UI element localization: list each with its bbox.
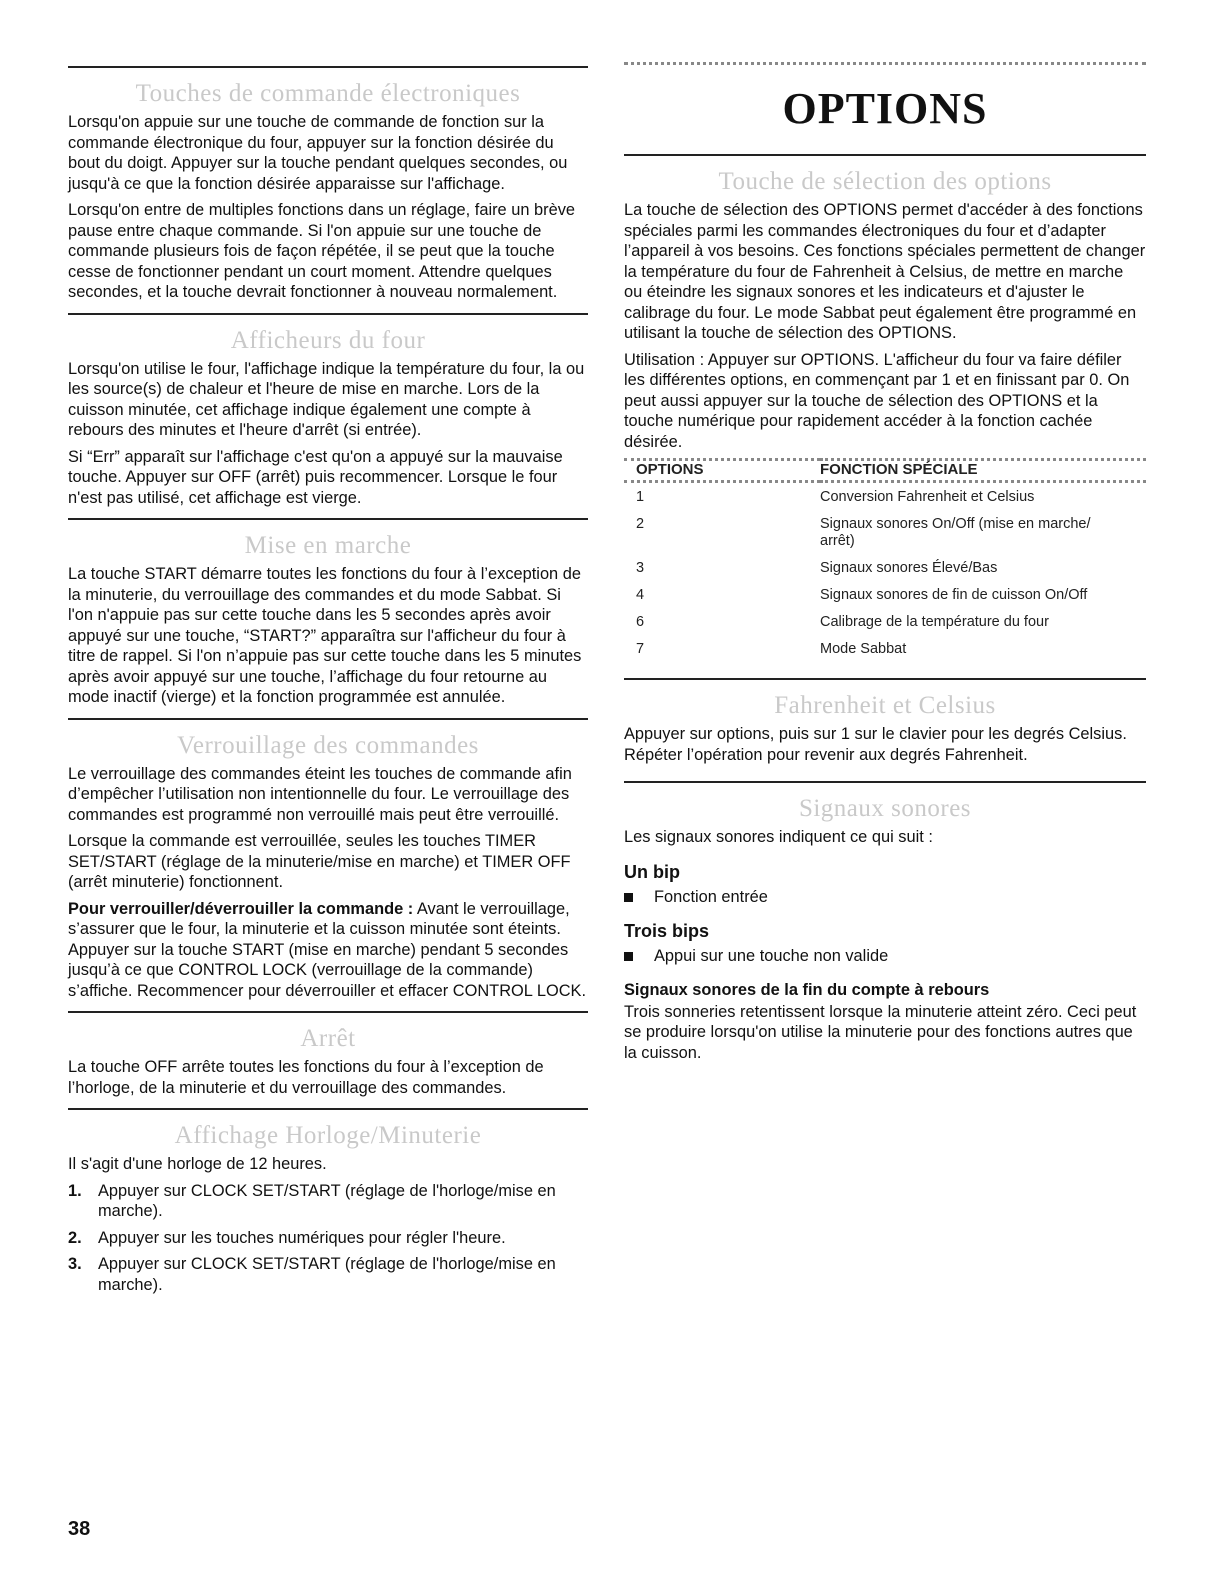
paragraph-rest: Avant le verrouillage, s’assurer que le four, la minuterie et la cuisson minutée sont éteints. Appuyer sur la touche START (mise en marche) pendant 5 secondes jusqu’à ce que CONTROL LOCK (verrouillage de la commande) s’affiche. Recommencer pour déverrouiller et effacer CONTROL LOCK. [68, 899, 587, 1000]
left-column [68, 66, 588, 1301]
option-function: Calibrage de la température du four [820, 614, 1049, 630]
section-heading: Fahrenheit et Celsius [774, 692, 996, 719]
section-clock [68, 1108, 588, 1295]
section-options-key [624, 154, 1146, 662]
paragraph: Utilisation : Appuyer sur OPTIONS. L'afficheur du four va faire défiler les différentes options, en commençant par 1 et en finissant par 0. On peut aussi appuyer sur la touche de sélection des OPTIONS et la touche numérique pour rapidement accéder à la fonction cachée désirée. [624, 350, 1130, 451]
paragraph: Appuyer sur options, puis sur 1 sur le clavier pour les degrés Celsius. Répéter l’opération pour revenir aux degrés Fahrenheit. [624, 725, 1127, 764]
section-rule [624, 781, 1146, 783]
section-fahrenheit-celsius [624, 678, 1146, 765]
table-row [624, 635, 1146, 662]
paragraph: La touche de sélection des OPTIONS permet d'accéder à des fonctions spéciales parmi les commandes électroniques du four et d’adapter l’appareil à vos besoins. Ces fonctions spéciales permettent de changer la température du four de Fahrenheit à Celsius, de mettre en marche ou éteindre les signaux sonores et les indicateurs et d'ajuster le calibrage du four. Le mode Sabbat peut également être programmé en utilisant la touche de sélection des OPTIONS. [624, 201, 1146, 342]
page-title: OPTIONS [782, 84, 988, 133]
option-number: 3 [636, 560, 645, 576]
paragraph: Le verrouillage des commandes éteint les touches de commande afin d’empêcher l’utilisation non intentionnelle du four. Le verrouillage des commandes est programmé non verrouillé mais peut être verrouillé. [68, 764, 572, 824]
column-header: FONCTION SPÉCIALE [820, 461, 978, 478]
section-rule [68, 1011, 588, 1013]
paragraph [68, 899, 588, 1002]
paragraph: Lorsque la commande est verrouillée, seules les touches TIMER SET/START (réglage de la minuterie/mise en marche) et TIMER OFF (arrêt minuterie) fonctionnent. [68, 832, 571, 891]
list-item [68, 1254, 588, 1295]
option-function: Conversion Fahrenheit et Celsius [820, 489, 1035, 505]
section-signals [624, 781, 1146, 1063]
step-number: 1. [68, 1181, 82, 1200]
options-table [624, 458, 1146, 662]
option-number: 6 [636, 614, 645, 630]
table-row [624, 510, 1146, 554]
table-row [624, 581, 1146, 608]
dotted-rule [624, 62, 1146, 65]
option-number: 7 [636, 641, 645, 657]
section-heading: Verrouillage des commandes [177, 731, 479, 759]
section-rule [68, 718, 588, 720]
section-rule [624, 678, 1146, 680]
step-text: Appuyer sur les touches numériques pour régler l'heure. [98, 1228, 506, 1247]
list-item [624, 887, 1146, 908]
section-heading: Mise en marche [244, 532, 412, 559]
section-heading: Touches de commande électroniques [135, 80, 521, 107]
paragraph: Lorsqu'on utilise le four, l'affichage indique la température du four, la ou les source(s) de chaleur et l'heure de mise en marche. Lors de la cuisson minutée, cet affichage indique également une compte à rebours des minutes et l'heure d'arrêt (si entrée). [68, 359, 585, 439]
paragraph: Lorsqu'on appuie sur une touche de commande de fonction sur la commande électronique du four, appuyer sur la fonction désirée du bout du doigt. Appuyer sur la touche pendant quelques secondes, ou jusqu'à ce que la fonction désirée apparaisse sur l'affichage. [68, 113, 568, 193]
table-row [624, 608, 1146, 635]
bold-lead: Pour verrouiller/déverrouiller la commande : [68, 899, 414, 918]
bullet-square-icon [624, 952, 633, 961]
section-heading: Signaux sonores [798, 795, 972, 822]
step-number: 3. [68, 1255, 82, 1273]
option-function: Mode Sabbat [820, 641, 907, 657]
paragraph: Il s'agit d'une horloge de 12 heures. [68, 1155, 327, 1173]
paragraph: Si “Err” apparaît sur l'affichage c'est qu'on a appuyé sur la mauvaise touche. Appuyer sur OFF (arrêt) puis recommencer. Lorsque le four n'est pas utilisé, cet affichage est vierge. [68, 447, 563, 507]
section-electronic-controls [68, 66, 588, 303]
section-heading: Afficheurs du four [230, 326, 426, 354]
section-rule [624, 154, 1146, 156]
section-rule [68, 66, 588, 68]
right-column [624, 62, 1146, 1069]
section-oven-displays [68, 313, 588, 509]
step-number: 2. [68, 1228, 82, 1247]
bullet-text: Appui sur une touche non valide [654, 947, 889, 965]
option-function: Signaux sonores Élevé/Bas [820, 560, 998, 576]
section-control-lock [68, 718, 588, 1002]
section-rule [68, 518, 588, 520]
list-item [624, 946, 1146, 967]
subheading-one-beep: Un bip [624, 861, 680, 882]
paragraph: La touche OFF arrête toutes les fonctions du four à l’exception de l’horloge, de la minuterie et du verrouillage des commandes. [68, 1058, 544, 1097]
list-item [68, 1228, 588, 1249]
section-off [68, 1011, 588, 1098]
bullet-text: Fonction entrée [654, 887, 768, 906]
step-text: Appuyer sur CLOCK SET/START (réglage de l'horloge/mise en marche). [98, 1181, 556, 1220]
option-number: 4 [636, 587, 645, 603]
paragraph: Trois sonneries retentissent lorsque la minuterie atteint zéro. Ceci peut se produire lorsqu'on utilise la minuterie pour des fonctions autres que la cuisson. [624, 1002, 1137, 1062]
section-rule [68, 313, 588, 315]
section-heading: Affichage Horloge/Minuterie [174, 1122, 482, 1149]
section-heading: Touche de sélection des options [718, 168, 1052, 195]
option-function: Signaux sonores On/Off (mise en marche/ arrêt) [820, 516, 1091, 549]
option-function: Signaux sonores de fin de cuisson On/Off [820, 587, 1088, 603]
subheading-countdown: Signaux sonores de la fin du compte à rebours [624, 980, 990, 999]
section-heading: Arrêt [300, 1025, 356, 1052]
column-header: OPTIONS [636, 461, 704, 478]
paragraph: Lorsqu'on entre de multiples fonctions dans un réglage, faire un brève pause entre chaque commande. Si l'on appuie sur une touche de commande plusieurs fois de façon répétée, il se peut que la touche cesse de fonctionner pendant un court moment. Attendre quelques secondes, et la touche devrait fonctionner à nouveau normalement. [68, 201, 576, 301]
table-row [624, 554, 1146, 581]
paragraph: La touche START démarre toutes les fonctions du four à l’exception de la minuterie, du verrouillage des commandes et du mode Sabbat. Si l'on n'appuie pas sur cette touche dans les 5 secondes après avoir appuyé sur une touche, “START?” apparaîtra sur l'afficheur du four à titre de rappel. Si l'on n’appuie pas sur cette touche dans les 5 minutes après avoir appuyé sur une touche, l’affichage du four retourne au mode inactif (vierge) et la fonction programmée est annulée. [68, 565, 582, 706]
list-item [68, 1181, 588, 1222]
page-number: 38 [68, 1518, 91, 1540]
subheading-three-beeps: Trois bips [624, 921, 710, 941]
table-header-row [624, 460, 1146, 482]
section-rule [68, 1108, 588, 1110]
steps-list [68, 1181, 588, 1296]
section-start [68, 518, 588, 708]
paragraph: Les signaux sonores indiquent ce qui suit : [624, 828, 933, 846]
option-number: 1 [636, 489, 645, 505]
bullet-square-icon [624, 893, 633, 902]
step-text: Appuyer sur CLOCK SET/START (réglage de l'horloge/mise en marche). [98, 1255, 556, 1294]
option-number: 2 [636, 516, 645, 532]
table-row [624, 482, 1146, 511]
